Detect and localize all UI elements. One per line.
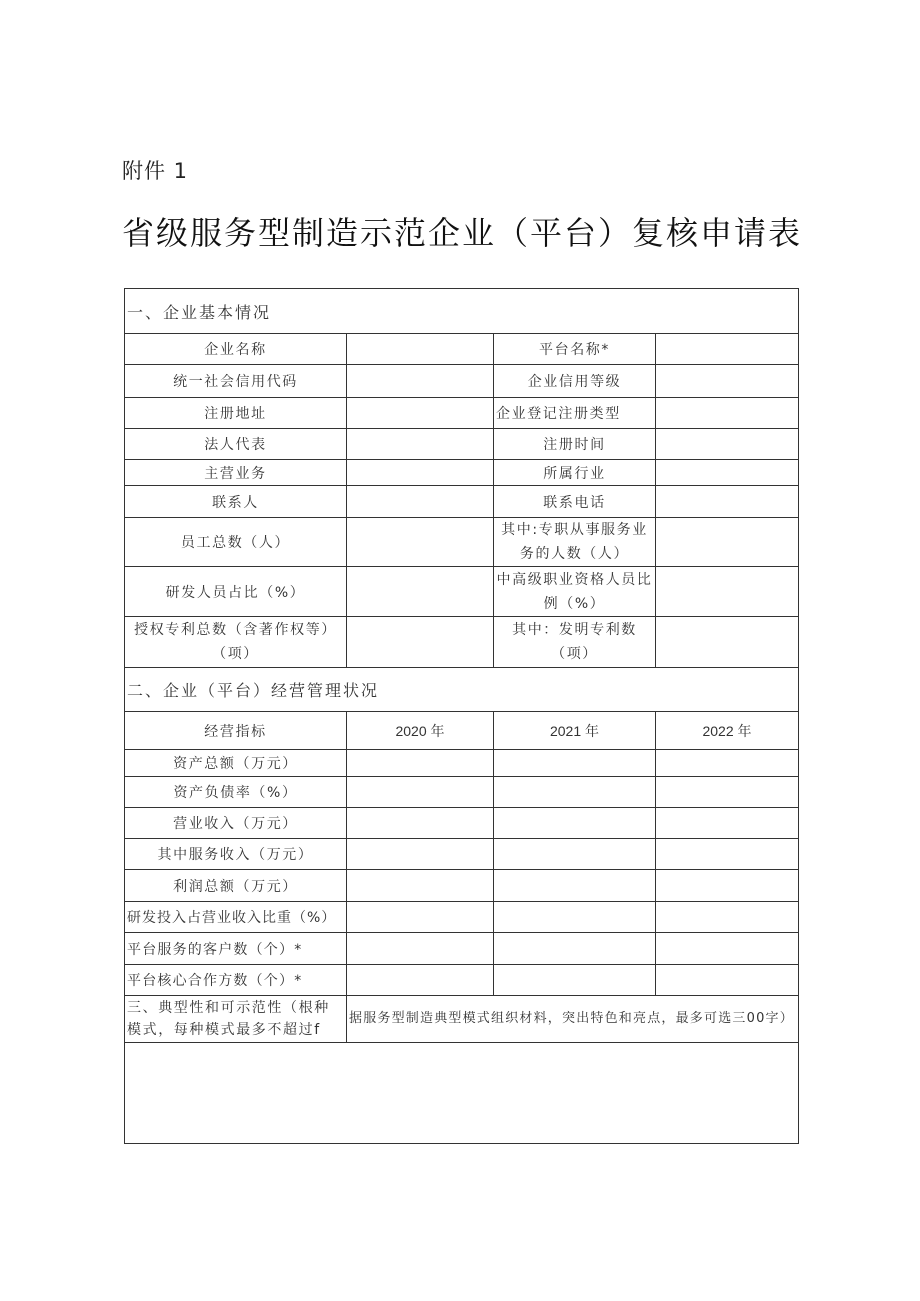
value-cell-2022[interactable] bbox=[656, 777, 799, 808]
value-cell-2020[interactable] bbox=[347, 902, 494, 933]
invention-patent-input[interactable] bbox=[656, 617, 799, 668]
field-label: 平台名称* bbox=[494, 334, 656, 365]
table-row bbox=[125, 429, 799, 460]
table-row bbox=[125, 902, 799, 933]
table-header-row bbox=[125, 712, 799, 750]
value-cell-2020[interactable] bbox=[347, 870, 494, 902]
typicality-textarea[interactable] bbox=[125, 1043, 799, 1144]
legal-rep-input[interactable] bbox=[347, 429, 494, 460]
section-1-heading: 一、企业基本情况 bbox=[125, 289, 799, 334]
rd-ratio-input[interactable] bbox=[347, 567, 494, 617]
value-cell-2021[interactable] bbox=[494, 750, 656, 777]
indicator-label: 研发投入占营业收入比重（%） bbox=[125, 902, 347, 933]
field-label: 统一社会信用代码 bbox=[125, 365, 347, 398]
registered-address-input[interactable] bbox=[347, 398, 494, 429]
field-label: 注册时间 bbox=[494, 429, 656, 460]
value-cell-2021[interactable] bbox=[494, 870, 656, 902]
credit-rating-input[interactable] bbox=[656, 365, 799, 398]
value-cell-2020[interactable] bbox=[347, 777, 494, 808]
value-cell-2021[interactable] bbox=[494, 902, 656, 933]
page-title: 省级服务型制造示范企业（平台）复核申请表 bbox=[122, 214, 803, 252]
value-cell-2020[interactable] bbox=[347, 750, 494, 777]
contact-phone-input[interactable] bbox=[656, 486, 799, 518]
field-label: 联系电话 bbox=[494, 486, 656, 518]
field-label: 联系人 bbox=[125, 486, 347, 518]
contact-person-input[interactable] bbox=[347, 486, 494, 518]
table-row bbox=[125, 365, 799, 398]
registration-date-input[interactable] bbox=[656, 429, 799, 460]
value-cell-2022[interactable] bbox=[656, 965, 799, 996]
platform-name-input[interactable] bbox=[656, 334, 799, 365]
table-row bbox=[125, 334, 799, 365]
indicator-label: 平台核心合作方数（个）* bbox=[125, 965, 347, 996]
registration-type-input[interactable] bbox=[656, 398, 799, 429]
field-label: 中高级职业资格人员比例（%） bbox=[494, 567, 656, 617]
field-label: 企业登记注册类型 bbox=[494, 398, 656, 429]
value-cell-2021[interactable] bbox=[494, 777, 656, 808]
qualified-staff-ratio-input[interactable] bbox=[656, 567, 799, 617]
value-cell-2022[interactable] bbox=[656, 808, 799, 839]
value-cell-2021[interactable] bbox=[494, 965, 656, 996]
year-header: 2020 年 bbox=[347, 712, 494, 750]
table-row bbox=[125, 750, 799, 777]
indicator-label: 利润总额（万元） bbox=[125, 870, 347, 902]
year-header: 2022 年 bbox=[656, 712, 799, 750]
section-2-heading: 二、企业（平台）经营管理状况 bbox=[125, 668, 799, 712]
attachment-label: 附件 1 bbox=[122, 159, 189, 183]
section-3-heading: 三、典型性和可示范性（根种模式，每种模式最多不超过f bbox=[125, 996, 347, 1043]
table-row bbox=[125, 617, 799, 668]
service-staff-input[interactable] bbox=[656, 518, 799, 567]
field-label: 所属行业 bbox=[494, 460, 656, 486]
table-row bbox=[125, 518, 799, 567]
value-cell-2021[interactable] bbox=[494, 808, 656, 839]
field-label: 注册地址 bbox=[125, 398, 347, 429]
value-cell-2022[interactable] bbox=[656, 933, 799, 965]
field-label: 其中:专职从事服务业务的人数（人） bbox=[494, 518, 656, 567]
table-row bbox=[125, 965, 799, 996]
main-business-input[interactable] bbox=[347, 460, 494, 486]
field-label: 员工总数（人） bbox=[125, 518, 347, 567]
value-cell-2020[interactable] bbox=[347, 808, 494, 839]
table-row bbox=[125, 398, 799, 429]
indicator-label: 资产负债率（%） bbox=[125, 777, 347, 808]
industry-input[interactable] bbox=[656, 460, 799, 486]
field-label: 其中：发明专利数（项） bbox=[494, 617, 656, 668]
company-name-input[interactable] bbox=[347, 334, 494, 365]
table-row bbox=[125, 777, 799, 808]
value-cell-2022[interactable] bbox=[656, 902, 799, 933]
table-row bbox=[125, 808, 799, 839]
credit-code-input[interactable] bbox=[347, 365, 494, 398]
table-row bbox=[125, 460, 799, 486]
field-label: 研发人员占比（%） bbox=[125, 567, 347, 617]
value-cell-2020[interactable] bbox=[347, 839, 494, 870]
value-cell-2022[interactable] bbox=[656, 750, 799, 777]
field-label: 主营业务 bbox=[125, 460, 347, 486]
value-cell-2020[interactable] bbox=[347, 965, 494, 996]
indicator-label: 资产总额（万元） bbox=[125, 750, 347, 777]
value-cell-2022[interactable] bbox=[656, 839, 799, 870]
field-label: 法人代表 bbox=[125, 429, 347, 460]
value-cell-2021[interactable] bbox=[494, 933, 656, 965]
employee-count-input[interactable] bbox=[347, 518, 494, 567]
section-3-instructions: 据服务型制造典型模式组织材料，突出特色和亮点，最多可选三00字） bbox=[347, 996, 799, 1043]
value-cell-2022[interactable] bbox=[656, 870, 799, 902]
field-label: 企业名称 bbox=[125, 334, 347, 365]
field-label: 授权专利总数（含著作权等）（项） bbox=[125, 617, 347, 668]
column-header: 经营指标 bbox=[125, 712, 347, 750]
application-form-table bbox=[124, 288, 799, 1144]
table-row bbox=[125, 870, 799, 902]
field-label: 企业信用等级 bbox=[494, 365, 656, 398]
indicator-label: 平台服务的客户数（个）* bbox=[125, 933, 347, 965]
patent-total-input[interactable] bbox=[347, 617, 494, 668]
indicator-label: 其中服务收入（万元） bbox=[125, 839, 347, 870]
table-row bbox=[125, 567, 799, 617]
year-header: 2021 年 bbox=[494, 712, 656, 750]
value-cell-2020[interactable] bbox=[347, 933, 494, 965]
table-row bbox=[125, 933, 799, 965]
table-row bbox=[125, 839, 799, 870]
table-row bbox=[125, 486, 799, 518]
value-cell-2021[interactable] bbox=[494, 839, 656, 870]
indicator-label: 营业收入（万元） bbox=[125, 808, 347, 839]
